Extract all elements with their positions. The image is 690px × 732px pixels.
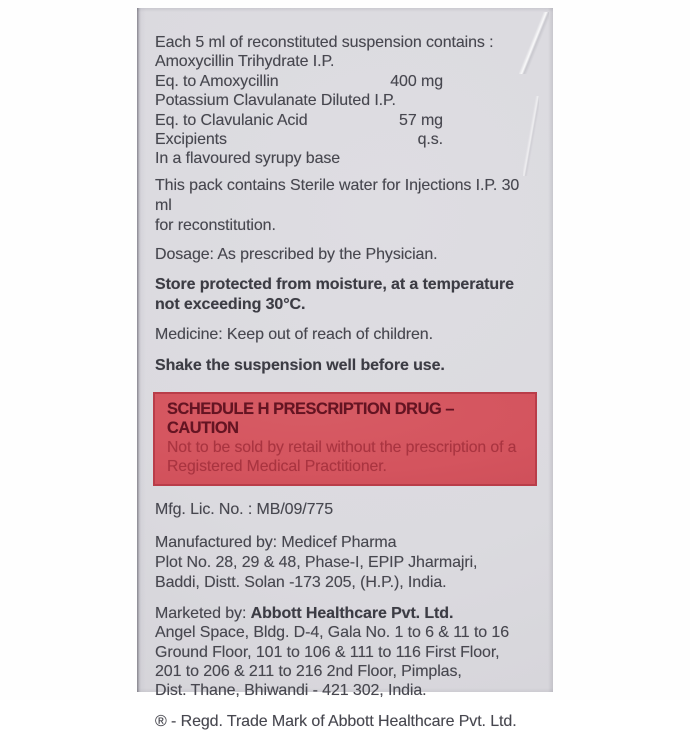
- ingredient-label: In a flavoured syrupy base: [155, 150, 341, 168]
- keep-out-of-reach-note: Medicine: Keep out of reach of children.: [155, 325, 433, 343]
- ingredient-row: [155, 91, 443, 110]
- marketer-line: [155, 604, 539, 623]
- caution-title: SCHEDULE H PRESCRIPTION DRUG – CAUTION: [167, 399, 455, 437]
- composition-intro: Each 5 ml of reconstituted suspension contains :: [155, 34, 494, 51]
- ingredient-label: Excipients: [155, 131, 227, 149]
- marketer-company: Abbott Healthcare Pvt. Ltd.: [250, 604, 454, 622]
- marketer-block: [155, 604, 539, 701]
- trademark-note: ® - Regd. Trade Mark of Abbott Healthcare Pvt. Ltd.: [155, 712, 517, 730]
- storage-note: Store protected from moisture, at a temperature not exceeding 30°C.: [155, 275, 514, 313]
- ingredient-row: [155, 149, 443, 168]
- ingredient-value: q.s.: [417, 131, 443, 149]
- dosage-note: Dosage: As prescribed by the Physician.: [155, 245, 438, 263]
- marketed-by-prefix: Marketed by:: [155, 604, 251, 622]
- ingredient-row: [155, 111, 443, 130]
- schedule-h-caution-box: [153, 392, 537, 486]
- composition-section: [155, 33, 539, 169]
- ingredient-label: Eq. to Clavulanic Acid: [155, 111, 308, 129]
- ingredient-label: Eq. to Amoxycillin: [155, 72, 279, 90]
- ingredient-label: Potassium Clavulanate Diluted I.P.: [155, 92, 396, 110]
- reconstitution-note: This pack contains Sterile water for Injections I.P. 30 ml for reconstitution.: [155, 176, 520, 234]
- ingredient-row: [155, 72, 443, 91]
- marketer-line: 201 to 206 & 211 to 216 2nd Floor, Pimplas,: [155, 663, 462, 681]
- ingredient-row: [155, 52, 443, 71]
- ingredient-value: 57 mg: [399, 111, 443, 129]
- manufacturer-line: Plot No. 28, 29 & 48, Phase-I, EPIP Jharmajri,: [155, 553, 478, 571]
- marketer-line: Ground Floor, 101 to 106 & 111 to 116 First Floor,: [155, 643, 500, 661]
- marketer-line: Angel Space, Bldg. D-4, Gala No. 1 to 6 & 11 to 16: [155, 624, 510, 642]
- manufacturer-line: Baddi, Distt. Solan -173 205, (H.P.), India.: [155, 573, 447, 591]
- ingredient-value: 400 mg: [390, 72, 443, 90]
- manufacturer-block: [155, 533, 539, 593]
- caution-body: Not to be sold by retail without the prescription of a Registered Medical Practitioner.: [167, 438, 517, 475]
- ingredient-row: [155, 130, 443, 149]
- medicine-box-back-panel: [137, 8, 553, 730]
- mfg-licence-number: Mfg. Lic. No. : MB/09/775: [155, 500, 334, 518]
- marketer-line: Dist. Thane, Bhiwandi - 421 302, India.: [155, 682, 427, 700]
- shake-well-note: Shake the suspension well before use.: [155, 356, 445, 374]
- manufacturer-line: Manufactured by: Medicef Pharma: [155, 533, 397, 551]
- label-content: [137, 8, 553, 730]
- ingredient-label: Amoxycillin Trihydrate I.P.: [155, 53, 335, 71]
